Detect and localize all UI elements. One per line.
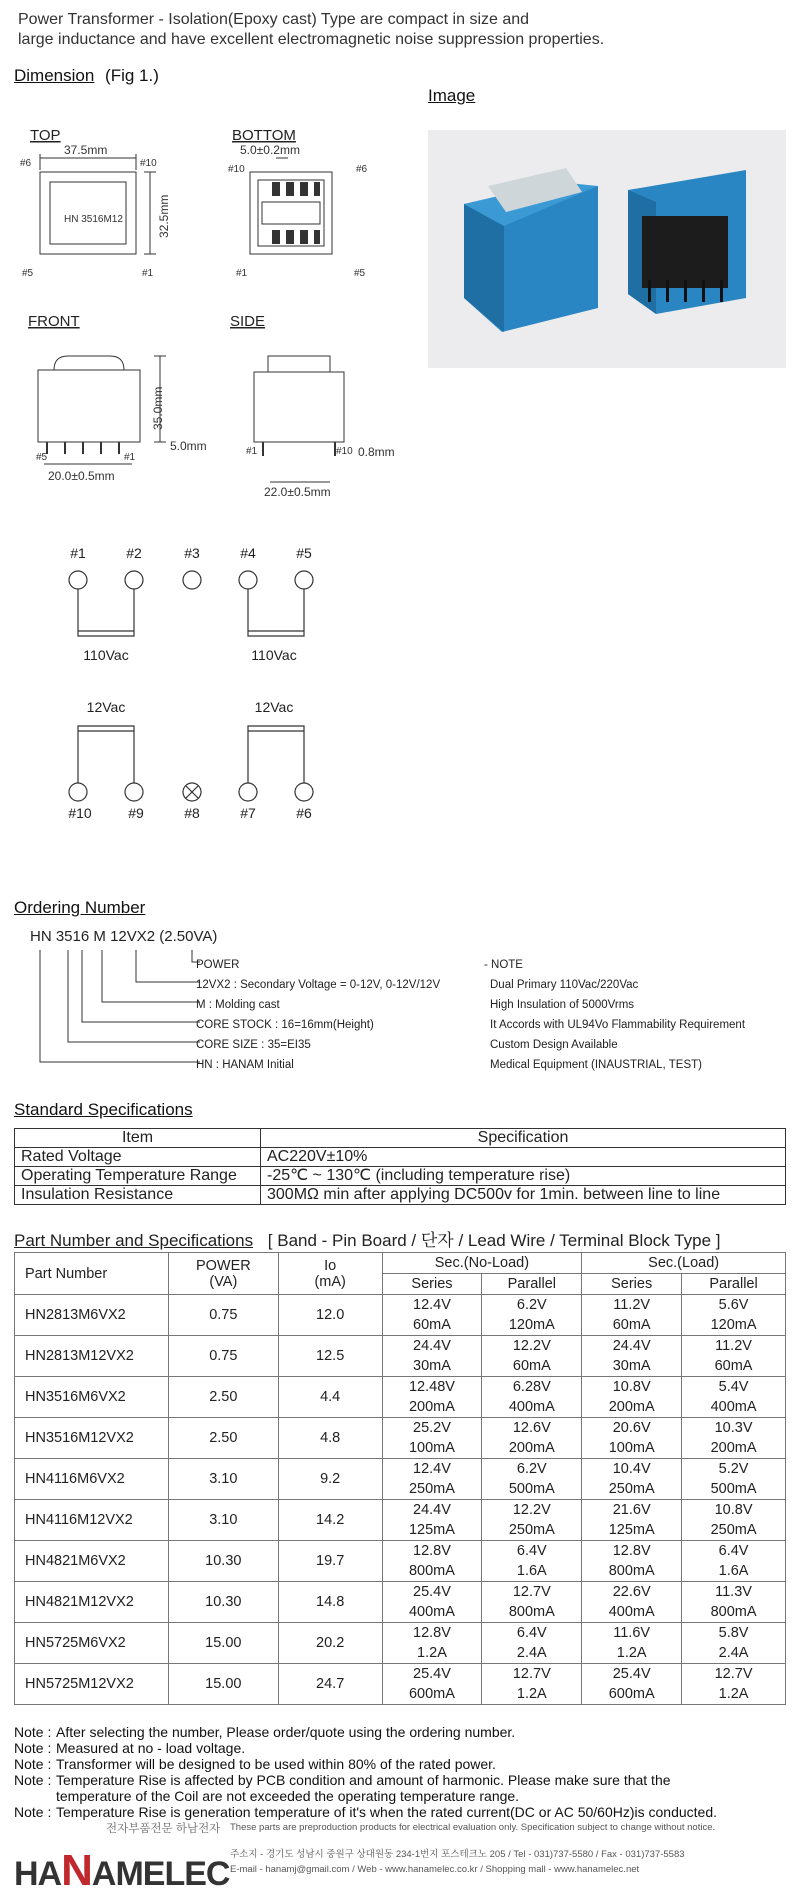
current-cell: 1.6A (482, 1561, 582, 1582)
ordering-item: CORE STOCK : 16=16mm(Height) (196, 1019, 374, 1031)
voltage-cell: 25.4V (382, 1582, 482, 1603)
voltage-cell: 12.4V (382, 1459, 482, 1480)
ordering-note: High Insulation of 5000Vrms (490, 999, 635, 1011)
note-key: Note : (14, 1756, 52, 1772)
dimension-fig: (Fig 1.) (105, 66, 159, 85)
current-cell: 2.4A (682, 1643, 786, 1664)
current-cell: 1.2A (382, 1643, 482, 1664)
current-cell: 100mA (382, 1438, 482, 1459)
io-cell: 4.4 (278, 1377, 382, 1418)
current-cell: 400mA (482, 1397, 582, 1418)
part-number-cell: HN2813M12VX2 (15, 1336, 169, 1377)
pin-label-2: #2 (126, 545, 142, 561)
table-row (15, 1664, 786, 1685)
note-key (14, 1788, 56, 1804)
current-cell: 200mA (582, 1397, 682, 1418)
voltage-cell: 5.6V (682, 1295, 786, 1316)
side-pin1: #1 (246, 446, 258, 457)
part-number-cell: HN5725M12VX2 (15, 1664, 169, 1705)
ordering-items (196, 955, 440, 1075)
note-text: Temperature Rise is generation temperature of it's when the rated current(DC or AC 50/60Hz)is conducted. (56, 1804, 717, 1820)
current-cell: 800mA (682, 1602, 786, 1623)
power-cell: 0.75 (168, 1336, 278, 1377)
current-cell: 500mA (482, 1479, 582, 1500)
bottom-pin5: #5 (354, 268, 366, 279)
table-row (15, 1167, 786, 1186)
part-number-cell: HN2813M6VX2 (15, 1295, 169, 1336)
part-number-cell: HN3516M12VX2 (15, 1418, 169, 1459)
disclaimer: These parts are preproduction products for electrical evaluation only. Specification subject to change without notice. (230, 1822, 716, 1833)
current-cell: 250mA (582, 1479, 682, 1500)
spec-item: Operating Temperature Range (15, 1167, 261, 1186)
voltage-cell: 10.8V (582, 1377, 682, 1398)
parts-subtitle: [ Band - Pin Board / 단자 / Lead Wire / Terminal Block Type ] (267, 1231, 721, 1250)
spec-item: Rated Voltage (15, 1148, 261, 1167)
current-cell: 250mA (382, 1479, 482, 1500)
pin-label-6: #6 (296, 805, 312, 821)
table-row (15, 1582, 786, 1603)
voltage-cell: 11.3V (682, 1582, 786, 1603)
io-cell: 4.8 (278, 1418, 382, 1459)
voltage-cell: 24.4V (382, 1500, 482, 1521)
voltage-cell: 21.6V (582, 1500, 682, 1521)
note-row (14, 1724, 717, 1740)
current-cell: 800mA (482, 1602, 582, 1623)
front-height-dim: 35.0mm (151, 386, 165, 430)
front-pins (46, 442, 120, 454)
intro-line-2: large inductance and have excellent electromagnetic noise suppression properties. (18, 31, 605, 48)
note-text: temperature of the Coil are not exceeded the operating temperature range. (56, 1788, 520, 1804)
current-cell: 500mA (682, 1479, 786, 1500)
pin-label-10: #10 (68, 805, 92, 821)
top-part-label: HN 3516M12 (64, 214, 123, 225)
current-cell: 1.6A (682, 1561, 786, 1582)
voltage-cell: 12.7V (482, 1582, 582, 1603)
bottom-pin6: #6 (356, 164, 368, 175)
voltage-cell: 12.8V (382, 1623, 482, 1644)
table-row (15, 1377, 786, 1398)
head-series: Series (582, 1274, 682, 1295)
spec-value: AC220V±10% (261, 1148, 786, 1167)
voltage-cell: 12.2V (482, 1336, 582, 1357)
power-cell: 3.10 (168, 1500, 278, 1541)
note-row (14, 1772, 717, 1788)
standard-head-item: Item (15, 1129, 261, 1148)
current-cell: 30mA (382, 1356, 482, 1377)
spec-value: -25℃ ~ 130℃ (including temperature rise) (261, 1167, 786, 1186)
side-width-dim: 22.0±0.5mm (264, 485, 331, 499)
note-row (14, 1756, 717, 1772)
table-row (15, 1459, 786, 1480)
parts-body (15, 1295, 786, 1705)
current-cell: 120mA (682, 1315, 786, 1336)
current-cell: 1.2A (482, 1684, 582, 1705)
side-pin10: #10 (336, 446, 353, 457)
ordering-code (30, 928, 217, 945)
parts-title: Part Number and Specifications (14, 1231, 254, 1250)
notes (14, 1724, 717, 1820)
top-label: TOP (30, 127, 61, 144)
table-row (15, 1500, 786, 1521)
top-pin6: #6 (20, 158, 32, 169)
part-number-cell: HN4821M6VX2 (15, 1541, 169, 1582)
ordering-item: CORE SIZE : 35=EI35 (196, 1039, 311, 1051)
power-cell: 2.50 (168, 1418, 278, 1459)
current-cell: 200mA (382, 1397, 482, 1418)
side-pin-dim: 0.8mm (358, 445, 395, 459)
primary-1-label: 110Vac (83, 647, 129, 663)
table-row (15, 1418, 786, 1439)
voltage-cell: 12.48V (382, 1377, 482, 1398)
code-size: 3516 (55, 928, 90, 945)
code-m: M (93, 928, 106, 945)
product-photo (428, 130, 786, 368)
dimension-title: Dimension (14, 66, 95, 85)
note-key: Note : (14, 1772, 52, 1788)
front-label: FRONT (28, 313, 80, 330)
pin-label-1: #1 (70, 545, 86, 561)
head-parallel: Parallel (682, 1274, 786, 1295)
note-text: After selecting the number, Please order/quote using the ordering number. (56, 1724, 516, 1740)
current-cell: 60mA (382, 1315, 482, 1336)
note-key: Note : (14, 1724, 52, 1740)
voltage-cell: 25.4V (382, 1664, 482, 1685)
head-power (168, 1253, 278, 1295)
head-power-unit: (VA) (209, 1273, 238, 1290)
head-io-unit: (mA) (314, 1273, 346, 1290)
power-cell: 15.00 (168, 1664, 278, 1705)
power-cell: 2.50 (168, 1377, 278, 1418)
part-number-cell: HN5725M6VX2 (15, 1623, 169, 1664)
standard-header-row (15, 1129, 786, 1148)
part-number-cell: HN3516M6VX2 (15, 1377, 169, 1418)
power-cell: 15.00 (168, 1623, 278, 1664)
ordering-note-title: - NOTE (484, 959, 523, 971)
bottom-pins (272, 182, 320, 244)
voltage-cell: 12.7V (682, 1664, 786, 1685)
footer (0, 1810, 800, 1900)
top-pin5: #5 (22, 268, 34, 279)
note-text: Transformer will be designed to be used within 80% of the rated power. (56, 1756, 496, 1772)
voltage-cell: 12.2V (482, 1500, 582, 1521)
io-cell: 12.0 (278, 1295, 382, 1336)
current-cell: 600mA (582, 1684, 682, 1705)
current-cell: 400mA (582, 1602, 682, 1623)
part-number-cell: HN4116M12VX2 (15, 1500, 169, 1541)
ordering-note: Dual Primary 110Vac/220Vac (490, 979, 639, 991)
company-logo (14, 1846, 229, 1896)
pin-label-5: #5 (296, 545, 312, 561)
io-cell: 9.2 (278, 1459, 382, 1500)
ordering-item: 12VX2 : Secondary Voltage = 0-12V, 0-12V/12V (196, 979, 441, 991)
ordering-note: Medical Equipment (INAUSTRIAL, TEST) (490, 1059, 702, 1071)
voltage-cell: 5.8V (682, 1623, 786, 1644)
voltage-cell: 11.2V (582, 1295, 682, 1316)
ordering-note: Custom Design Available (490, 1039, 618, 1051)
logo-part-a: HA (14, 1855, 62, 1893)
top-view-outline (40, 172, 136, 254)
power-cell: 10.30 (168, 1582, 278, 1623)
top-height-dim: 32.5mm (157, 194, 171, 238)
head-io (278, 1253, 382, 1295)
side-label: SIDE (230, 313, 266, 330)
voltage-cell: 6.4V (482, 1623, 582, 1644)
pin-label-8: #8 (184, 805, 200, 821)
head-parallel: Parallel (482, 1274, 582, 1295)
head-part-number: Part Number (15, 1253, 169, 1295)
side-pins (262, 442, 336, 456)
voltage-cell: 25.4V (582, 1664, 682, 1685)
pin-label-4: #4 (240, 545, 256, 561)
part-number-cell: HN4116M6VX2 (15, 1459, 169, 1500)
address: 주소지 - 경기도 성남시 중원구 상대원동 234-1번지 포스테크노 205 / Tel - 031)737-5580 / Fax - 031)737-5583 (230, 1849, 685, 1860)
head-power-label: POWER (195, 1257, 251, 1274)
pin-label-9: #9 (128, 805, 144, 821)
voltage-cell: 6.28V (482, 1377, 582, 1398)
voltage-cell: 12.4V (382, 1295, 482, 1316)
secondary-1-label: 12Vac (86, 699, 126, 715)
head-series: Series (382, 1274, 482, 1295)
current-cell: 250mA (482, 1520, 582, 1541)
head-load: Sec.(Load) (582, 1253, 786, 1274)
voltage-cell: 24.4V (582, 1336, 682, 1357)
io-cell: 14.8 (278, 1582, 382, 1623)
intro-text (18, 10, 604, 50)
transformer-illustration (428, 130, 786, 368)
voltage-cell: 6.4V (482, 1541, 582, 1562)
current-cell: 200mA (482, 1438, 582, 1459)
ordering-leaders (30, 948, 200, 1068)
table-row (15, 1148, 786, 1167)
power-cell: 0.75 (168, 1295, 278, 1336)
company-tagline: 전자부품전문 하남전자 (106, 1823, 221, 1835)
note-key: Note : (14, 1804, 52, 1820)
voltage-cell: 6.2V (482, 1459, 582, 1480)
voltage-cell: 5.4V (682, 1377, 786, 1398)
voltage-cell: 10.3V (682, 1418, 786, 1439)
bottom-pin1: #1 (236, 268, 248, 279)
power-cell: 3.10 (168, 1459, 278, 1500)
head-noload: Sec.(No-Load) (382, 1253, 582, 1274)
head-io-label: Io (324, 1257, 337, 1274)
ordering-notes (484, 955, 745, 1075)
note-key: Note : (14, 1740, 52, 1756)
front-pin-dim: 5.0mm (170, 439, 207, 453)
note-text: Temperature Rise is affected by PCB condition and amount of harmonic. Please make sure that the (56, 1772, 671, 1788)
current-cell: 400mA (682, 1397, 786, 1418)
voltage-cell: 6.4V (682, 1541, 786, 1562)
contact-info: E-mail - hanamj@gmail.com / Web - www.hanamelec.co.kr / Shopping mall - www.hanamelec.net (230, 1864, 640, 1875)
primary-2-label: 110Vac (251, 647, 297, 663)
voltage-cell: 11.2V (682, 1336, 786, 1357)
voltage-cell: 10.4V (582, 1459, 682, 1480)
image-title: Image (428, 86, 476, 105)
ordering-item: POWER (196, 959, 240, 971)
secondary-2-label: 12Vac (254, 699, 294, 715)
current-cell: 125mA (582, 1520, 682, 1541)
pin-label-3: #3 (184, 545, 200, 561)
current-cell: 60mA (582, 1315, 682, 1336)
bottom-label: BOTTOM (232, 127, 296, 144)
table-row (15, 1295, 786, 1316)
io-cell: 24.7 (278, 1664, 382, 1705)
parts-header-row (15, 1253, 786, 1274)
part-number-cell: HN4821M12VX2 (15, 1582, 169, 1623)
voltage-cell: 25.2V (382, 1418, 482, 1439)
current-cell: 1.2A (682, 1684, 786, 1705)
current-cell: 2.4A (482, 1643, 582, 1664)
front-pin1: #1 (124, 452, 136, 463)
table-row (15, 1541, 786, 1562)
ordering-note: It Accords with UL94Vo Flammability Requirement (490, 1019, 746, 1031)
io-cell: 14.2 (278, 1500, 382, 1541)
voltage-cell: 10.8V (682, 1500, 786, 1521)
voltage-cell: 20.6V (582, 1418, 682, 1439)
table-row (15, 1336, 786, 1357)
current-cell: 120mA (482, 1315, 582, 1336)
bottom-pitch-dim: 5.0±0.2mm (240, 143, 300, 157)
voltage-cell: 12.8V (582, 1541, 682, 1562)
spec-item: Insulation Resistance (15, 1186, 261, 1205)
bottom-pin10: #10 (228, 164, 245, 175)
dimension-drawings (0, 110, 420, 500)
note-text: Measured at no - load voltage. (56, 1740, 246, 1756)
intro-line-1: Power Transformer - Isolation(Epoxy cast) Type are compact in size and (18, 11, 530, 28)
current-cell: 400mA (382, 1602, 482, 1623)
ordering-item: HN : HANAM Initial (196, 1059, 294, 1071)
current-cell: 60mA (482, 1356, 582, 1377)
power-cell: 10.30 (168, 1541, 278, 1582)
pin-label-7: #7 (240, 805, 256, 821)
code-voltage: 12VX2 (110, 928, 156, 945)
voltage-cell: 12.6V (482, 1418, 582, 1439)
code-power: (2.50VA) (159, 928, 218, 945)
voltage-cell: 12.8V (382, 1541, 482, 1562)
voltage-cell: 5.2V (682, 1459, 786, 1480)
front-pin5: #5 (36, 452, 48, 463)
table-row (15, 1186, 786, 1205)
top-width-dim: 37.5mm (64, 143, 108, 157)
code-hn: HN (30, 928, 52, 945)
top-pin10: #10 (140, 158, 157, 169)
standard-title: Standard Specifications (14, 1100, 193, 1119)
io-cell: 19.7 (278, 1541, 382, 1582)
current-cell: 60mA (682, 1356, 786, 1377)
parts-heading (14, 1226, 721, 1251)
current-cell: 1.2A (582, 1643, 682, 1664)
current-cell: 800mA (582, 1561, 682, 1582)
top-view-inner (50, 182, 126, 244)
current-cell: 250mA (682, 1520, 786, 1541)
voltage-cell: 11.6V (582, 1623, 682, 1644)
standard-table (14, 1128, 786, 1205)
ordering-item: M : Molding cast (196, 999, 280, 1011)
front-width-dim: 20.0±0.5mm (48, 469, 115, 483)
voltage-cell: 12.7V (482, 1664, 582, 1685)
note-row (14, 1788, 717, 1804)
connection-schematic (0, 540, 420, 840)
current-cell: 100mA (582, 1438, 682, 1459)
ordering-title: Ordering Number (14, 898, 146, 917)
voltage-cell: 22.6V (582, 1582, 682, 1603)
current-cell: 800mA (382, 1561, 482, 1582)
table-row (15, 1623, 786, 1644)
parts-table (14, 1252, 786, 1705)
note-row (14, 1740, 717, 1756)
voltage-cell: 24.4V (382, 1336, 482, 1357)
current-cell: 200mA (682, 1438, 786, 1459)
io-cell: 20.2 (278, 1623, 382, 1664)
dimension-heading (14, 66, 159, 86)
current-cell: 125mA (382, 1520, 482, 1541)
io-cell: 12.5 (278, 1336, 382, 1377)
spec-value: 300MΩ min after applying DC500v for 1min. between line to line (261, 1186, 786, 1205)
current-cell: 30mA (582, 1356, 682, 1377)
current-cell: 600mA (382, 1684, 482, 1705)
voltage-cell: 6.2V (482, 1295, 582, 1316)
top-pin1: #1 (142, 268, 154, 279)
logo-part-n: N (61, 1846, 92, 1895)
standard-head-spec: Specification (261, 1129, 786, 1148)
logo-part-b: AMELEC (91, 1855, 230, 1893)
